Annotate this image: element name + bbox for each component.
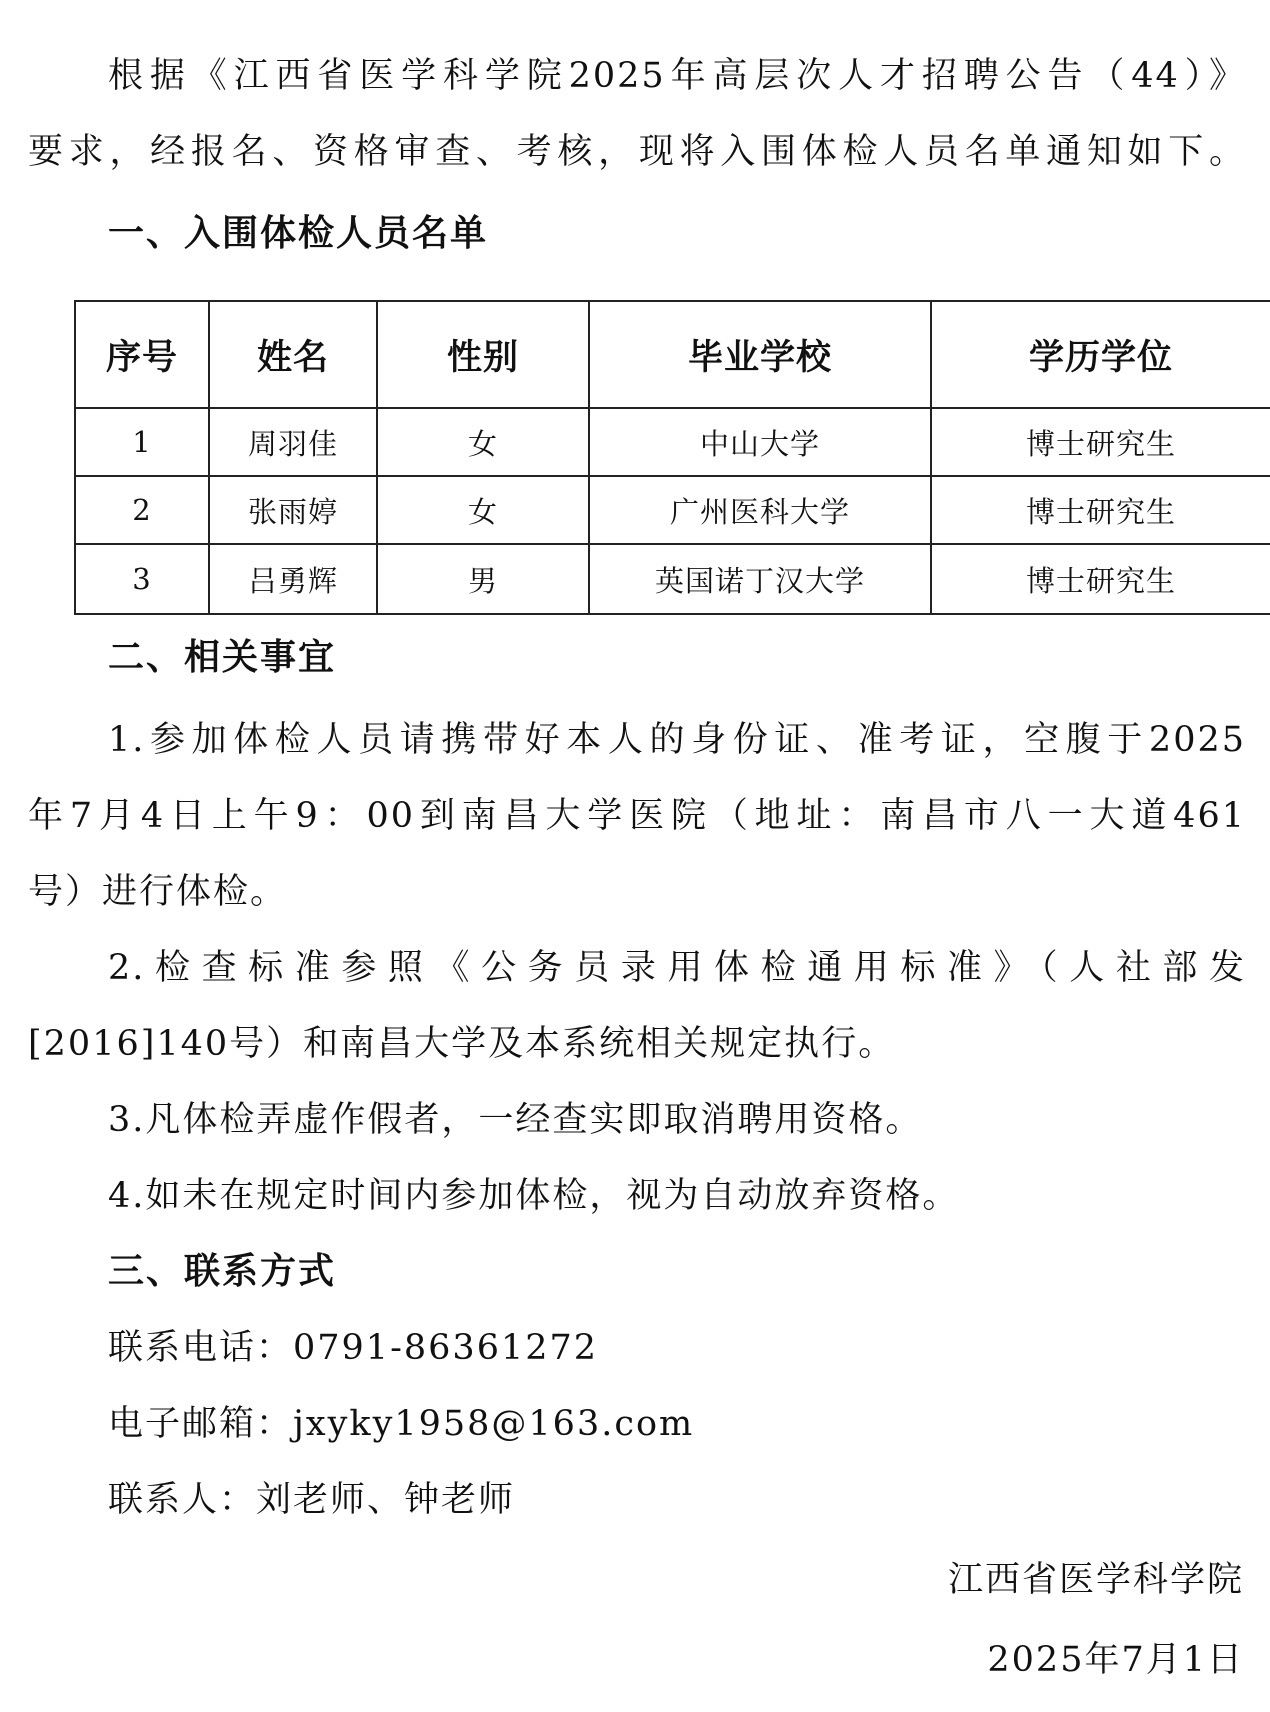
cell-number: 2 xyxy=(75,476,209,544)
table-row xyxy=(75,544,1270,614)
cell-school: 英国诺丁汉大学 xyxy=(589,544,931,614)
item-4: 4.如未在规定时间内参加体检，视为自动放弃资格。 xyxy=(108,1176,960,1216)
cell-school: 中山大学 xyxy=(589,408,931,476)
contact-person: 联系人：刘老师、钟老师 xyxy=(108,1480,516,1520)
intro-line-2: 要求，经报名、资格审查、考核，现将入围体检人员名单通知如下。 xyxy=(28,132,1246,172)
cell-school: 广州医科大学 xyxy=(589,476,931,544)
section-heading-roster: 一、入围体检人员名单 xyxy=(108,213,489,254)
item-2-line-1: 2.检查标准参照《公务员录用体检通用标准》（人社部发 xyxy=(108,948,1246,988)
signature-date: 2025年7月1日 xyxy=(987,1640,1244,1680)
contact-email: 电子邮箱：jxyky1958@163.com xyxy=(108,1404,695,1444)
contact-phone: 联系电话：0791-86361272 xyxy=(108,1328,599,1368)
table-row xyxy=(75,476,1270,544)
column-header-gender: 性别 xyxy=(377,301,589,408)
item-1-line-1: 1.参加体检人员请携带好本人的身份证、准考证，空腹于2025 xyxy=(108,720,1246,760)
column-header-name: 姓名 xyxy=(209,301,377,408)
cell-degree: 博士研究生 xyxy=(931,544,1270,614)
item-1-line-2: 年7月4日上午9：00到南昌大学医院（地址：南昌市八一大道461 xyxy=(28,796,1246,836)
item-1-line-3: 号）进行体检。 xyxy=(28,872,288,912)
table-row xyxy=(75,408,1270,476)
intro-line-1: 根据《江西省医学科学院2025年高层次人才招聘公告（44）》 xyxy=(108,56,1246,96)
column-header-school: 毕业学校 xyxy=(589,301,931,408)
cell-number: 3 xyxy=(75,544,209,614)
cell-number: 1 xyxy=(75,408,209,476)
cell-name: 周羽佳 xyxy=(209,408,377,476)
section-heading-contact: 三、联系方式 xyxy=(108,1251,337,1292)
roster-table xyxy=(74,300,1270,615)
cell-degree: 博士研究生 xyxy=(931,408,1270,476)
cell-name: 吕勇辉 xyxy=(209,544,377,614)
cell-gender: 女 xyxy=(377,476,589,544)
item-2-line-2: [2016]140号）和南昌大学及本系统相关规定执行。 xyxy=(28,1024,896,1064)
section-heading-matters: 二、相关事宜 xyxy=(108,637,337,678)
cell-gender: 男 xyxy=(377,544,589,614)
cell-degree: 博士研究生 xyxy=(931,476,1270,544)
table-header-row xyxy=(75,301,1270,408)
cell-gender: 女 xyxy=(377,408,589,476)
column-header-number: 序号 xyxy=(75,301,209,408)
item-3: 3.凡体检弄虚作假者，一经查实即取消聘用资格。 xyxy=(108,1100,923,1140)
column-header-degree: 学历学位 xyxy=(931,301,1270,408)
signature-org: 江西省医学科学院 xyxy=(947,1560,1244,1600)
cell-name: 张雨婷 xyxy=(209,476,377,544)
